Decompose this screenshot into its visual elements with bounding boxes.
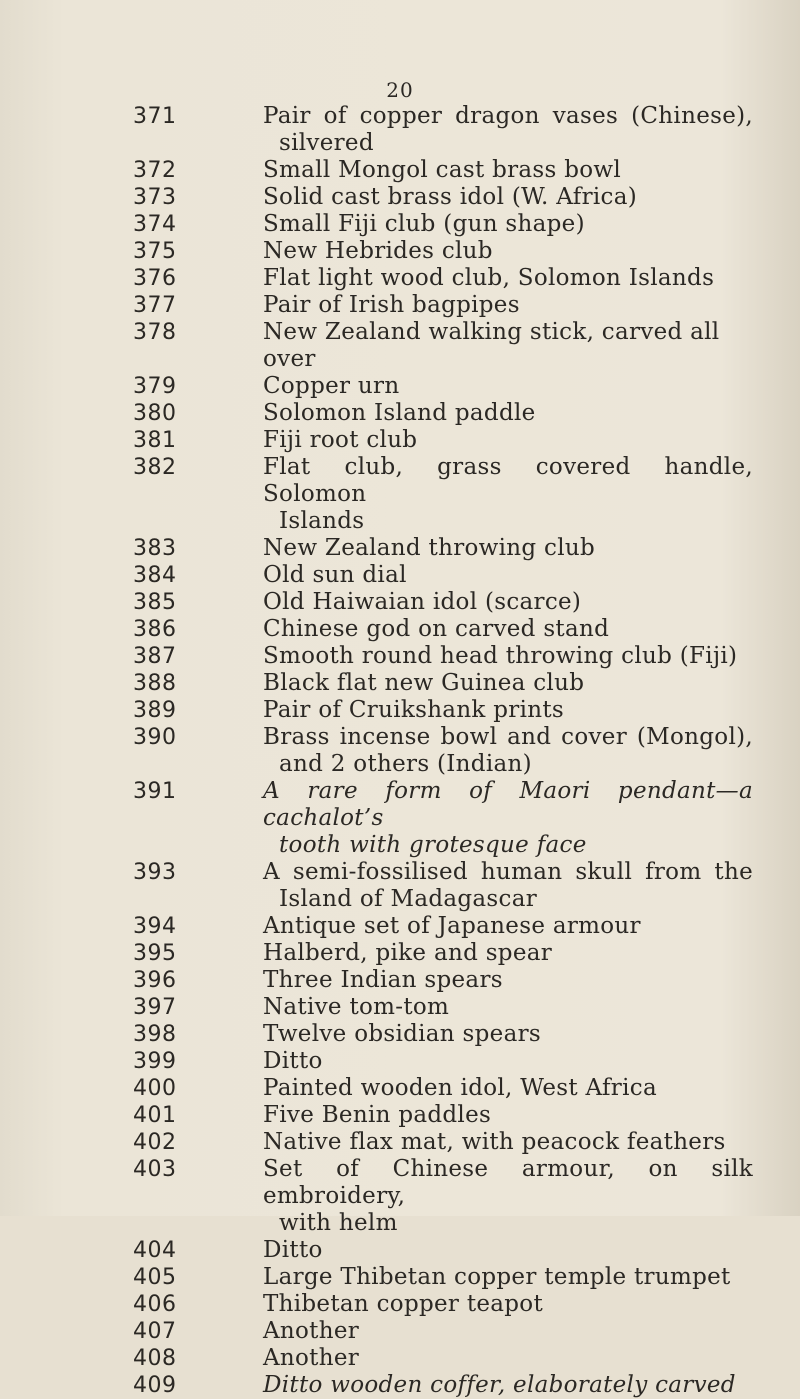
- lot-number: 382: [133, 455, 177, 480]
- lot-description-line: Another: [263, 1345, 360, 1371]
- lot-description-line: Three Indian spears: [263, 967, 503, 993]
- lot-description-continuation: silvered: [279, 130, 374, 156]
- lot-description: [263, 1075, 753, 1102]
- lot-description-line: Pair of copper dragon vases (Chinese),: [263, 103, 753, 129]
- lot-description-line: Ditto: [263, 1237, 323, 1263]
- lot-description: [263, 454, 753, 535]
- lot-row: [0, 1291, 800, 1318]
- lot-list: [0, 103, 800, 1399]
- lot-row: [0, 184, 800, 211]
- lot-row: [0, 940, 800, 967]
- lot-number: 383: [133, 536, 177, 561]
- lot-number: 387: [133, 644, 177, 669]
- lot-number: 395: [133, 941, 177, 966]
- lot-number: 374: [133, 212, 177, 237]
- lot-row: [0, 1021, 800, 1048]
- lot-row: [0, 454, 800, 535]
- lot-row: [0, 1237, 800, 1264]
- lot-description: [263, 1156, 753, 1237]
- lot-number: 384: [133, 563, 177, 588]
- lot-number: 398: [133, 1022, 177, 1047]
- lot-description-line: Pair of Cruikshank prints: [263, 697, 565, 723]
- lot-row: [0, 238, 800, 265]
- lot-description: [263, 643, 753, 670]
- lot-description-line: Smooth round head throwing club (Fiji): [263, 643, 738, 669]
- lot-description: [263, 1129, 753, 1156]
- lot-row: [0, 697, 800, 724]
- lot-row: [0, 913, 800, 940]
- lot-description: [263, 184, 753, 211]
- lot-description-continuation: Islands: [279, 508, 365, 534]
- lot-description: [263, 1291, 753, 1318]
- lot-description-line: Five Benin paddles: [263, 1102, 492, 1128]
- lot-number: 409: [133, 1373, 177, 1398]
- lot-number: 402: [133, 1130, 177, 1155]
- lot-number: 379: [133, 374, 177, 399]
- lot-description: [263, 535, 753, 562]
- lot-number: 389: [133, 698, 177, 723]
- lot-row: [0, 589, 800, 616]
- lot-description-line: Antique set of Japanese armour: [263, 913, 641, 939]
- lot-number: 407: [133, 1319, 177, 1344]
- lot-row: [0, 103, 800, 157]
- lot-description: [263, 157, 753, 184]
- lot-number: 393: [133, 860, 177, 885]
- lot-row: [0, 1318, 800, 1345]
- lot-row: [0, 1372, 800, 1399]
- lot-description-line: Native flax mat, with peacock feathers: [263, 1129, 726, 1155]
- lot-description-line: Old sun dial: [263, 562, 407, 588]
- lot-description: [263, 1318, 753, 1345]
- lot-description: [263, 859, 753, 913]
- lot-row: [0, 1129, 800, 1156]
- lot-description-line: Chinese god on carved stand: [263, 616, 610, 642]
- lot-description-line: Solid cast brass idol (W. Africa): [263, 184, 637, 210]
- lot-row: [0, 1075, 800, 1102]
- lot-row: [0, 670, 800, 697]
- lot-description-line: Black flat new Guinea club: [263, 670, 585, 696]
- lot-description: [263, 1021, 753, 1048]
- lot-description-line: Native tom-tom: [263, 994, 450, 1020]
- lot-row: [0, 535, 800, 562]
- lot-description: [263, 697, 753, 724]
- lot-description: [263, 724, 753, 778]
- lot-description: [263, 1264, 753, 1291]
- lot-number: 401: [133, 1103, 177, 1128]
- lot-description: [263, 778, 753, 859]
- lot-row: [0, 967, 800, 994]
- lot-row: [0, 994, 800, 1021]
- lot-description: [263, 1372, 753, 1399]
- lot-number: 400: [133, 1076, 177, 1101]
- lot-number: 405: [133, 1265, 177, 1290]
- lot-description-line: New Zealand walking stick, carved all over: [263, 319, 720, 372]
- lot-description-line: Small Mongol cast brass bowl: [263, 157, 622, 183]
- lot-description: [263, 1345, 753, 1372]
- lot-row: [0, 292, 800, 319]
- lot-number: 391: [133, 779, 177, 804]
- lot-number: 406: [133, 1292, 177, 1317]
- lot-row: [0, 157, 800, 184]
- lot-row: [0, 400, 800, 427]
- lot-description-continuation: tooth with grotesque face: [279, 832, 587, 858]
- lot-description-line: Pair of Irish bagpipes: [263, 292, 520, 318]
- lot-row: [0, 1156, 800, 1237]
- lot-description: [263, 292, 753, 319]
- lot-number: 378: [133, 320, 177, 345]
- lot-row: [0, 319, 800, 373]
- lot-number: 377: [133, 293, 177, 318]
- lot-number: 375: [133, 239, 177, 264]
- lot-description-line: Brass incense bowl and cover (Mongol),: [263, 724, 753, 750]
- lot-number: 371: [133, 104, 177, 129]
- lot-number: 404: [133, 1238, 177, 1263]
- lot-description: [263, 994, 753, 1021]
- lot-number: 380: [133, 401, 177, 426]
- lot-description-line: Copper urn: [263, 373, 400, 399]
- lot-number: 373: [133, 185, 177, 210]
- lot-description-line: Flat club, grass covered handle, Solomon: [263, 454, 753, 507]
- lot-number: 397: [133, 995, 177, 1020]
- lot-description: [263, 265, 753, 292]
- lot-description-line: Ditto wooden coffer, elaborately carved: [263, 1372, 736, 1398]
- lot-row: [0, 859, 800, 913]
- lot-number: 403: [133, 1157, 177, 1182]
- lot-description-line: Old Haiwaian idol (scarce): [263, 589, 582, 615]
- lot-row: [0, 616, 800, 643]
- lot-row: [0, 373, 800, 400]
- lot-number: 372: [133, 158, 177, 183]
- lot-row: [0, 1345, 800, 1372]
- lot-description-line: Flat light wood club, Solomon Islands: [263, 265, 715, 291]
- lot-description: [263, 562, 753, 589]
- page-number: 20: [386, 78, 414, 102]
- lot-description-line: Thibetan copper teapot: [263, 1291, 543, 1317]
- lot-number: 385: [133, 590, 177, 615]
- lot-number: 396: [133, 968, 177, 993]
- lot-description: [263, 1237, 753, 1264]
- lot-number: 394: [133, 914, 177, 939]
- lot-description-continuation: and 2 others (Indian): [279, 751, 532, 777]
- lot-description: [263, 373, 753, 400]
- lot-row: [0, 265, 800, 292]
- lot-description-line: Large Thibetan copper temple trumpet: [263, 1264, 731, 1290]
- lot-number: 408: [133, 1346, 177, 1371]
- lot-description-line: A semi-fossilised human skull from the: [263, 859, 753, 885]
- lot-row: [0, 1264, 800, 1291]
- lot-description-line: Ditto: [263, 1048, 323, 1074]
- lot-row: [0, 724, 800, 778]
- lot-number: 381: [133, 428, 177, 453]
- lot-description: [263, 1102, 753, 1129]
- lot-row: [0, 211, 800, 238]
- lot-description: [263, 103, 753, 157]
- lot-description-line: New Zealand throwing club: [263, 535, 596, 561]
- lot-description-line: Set of Chinese armour, on silk embroidery,: [263, 1156, 753, 1209]
- lot-row: [0, 1102, 800, 1129]
- lot-row: [0, 1048, 800, 1075]
- lot-row: [0, 562, 800, 589]
- lot-description-line: Halberd, pike and spear: [263, 940, 553, 966]
- lot-description: [263, 940, 753, 967]
- lot-row: [0, 427, 800, 454]
- lot-description-continuation: Island of Madagascar: [279, 886, 538, 912]
- lot-description-line: Small Fiji club (gun shape): [263, 211, 585, 237]
- lot-description-line: Another: [263, 1318, 360, 1344]
- lot-description: [263, 670, 753, 697]
- lot-number: 386: [133, 617, 177, 642]
- lot-description: [263, 400, 753, 427]
- lot-description-line: A rare form of Maori pendant—a cachalot’s: [263, 778, 753, 831]
- lot-description: [263, 913, 753, 940]
- lot-description-line: Solomon Island paddle: [263, 400, 536, 426]
- lot-description: [263, 589, 753, 616]
- lot-description: [263, 211, 753, 238]
- lot-number: 376: [133, 266, 177, 291]
- lot-description: [263, 427, 753, 454]
- lot-description: [263, 967, 753, 994]
- lot-description: [263, 319, 753, 373]
- lot-description-line: Painted wooden idol, West Africa: [263, 1075, 657, 1101]
- lot-number: 388: [133, 671, 177, 696]
- lot-number: 399: [133, 1049, 177, 1074]
- lot-row: [0, 643, 800, 670]
- lot-number: 390: [133, 725, 177, 750]
- lot-description: [263, 616, 753, 643]
- lot-description-continuation: with helm: [279, 1210, 398, 1236]
- lot-description: [263, 1048, 753, 1075]
- lot-description: [263, 238, 753, 265]
- lot-description-line: Twelve obsidian spears: [263, 1021, 541, 1047]
- lot-row: [0, 778, 800, 859]
- lot-description-line: Fiji root club: [263, 427, 418, 453]
- lot-description-line: New Hebrides club: [263, 238, 493, 264]
